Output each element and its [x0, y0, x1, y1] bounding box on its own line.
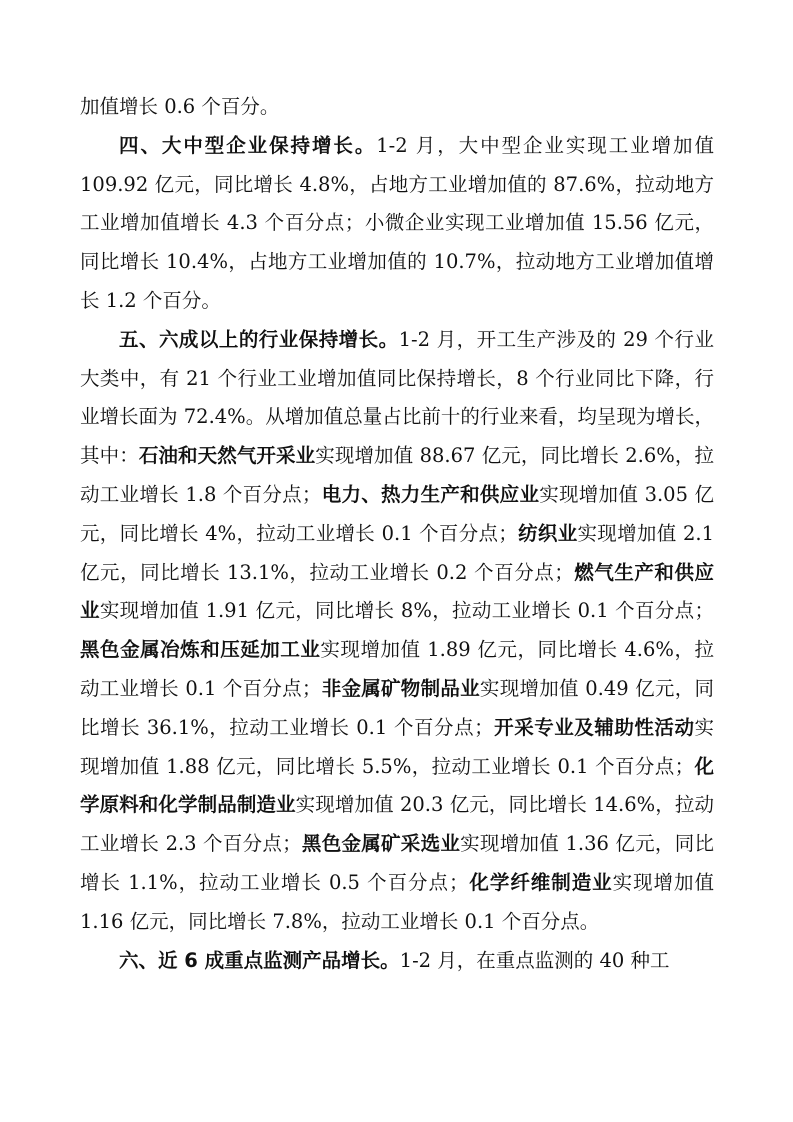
- body-text: 实现增加值 2.1 亿元，同比增长 13.1%，拉动工业增长 0.2 个百分点；: [80, 521, 714, 584]
- paragraph: [80, 942, 714, 981]
- bold-heading-text: 化学纤维制造业: [468, 870, 613, 894]
- body-text: 实现增加值 1.36 亿元，同比增长 1.1%，拉动工业增长 0.5 个百分点；: [80, 832, 714, 894]
- body-text: 加值增长 0.6 个百分。: [80, 95, 280, 118]
- body-text: 实现增加值 1.88 亿元，同比增长 5.5%，拉动工业增长 0.1 个百分点；: [80, 715, 714, 778]
- paragraph: [80, 321, 714, 942]
- bold-heading-text: 六、近 6 成重点监测产品增长。: [119, 948, 400, 972]
- bold-heading-text: 石油和天然气开采业: [138, 444, 316, 468]
- paragraph: [80, 88, 714, 127]
- body-text: 实现增加值 3.05 亿元，同比增长 4%，拉动工业增长 0.1 个百分点；: [80, 482, 714, 545]
- body-text: 实现增加值 20.3 亿元，同比增长 14.6%，拉动工业增长 2.3 个百分点；: [80, 793, 714, 856]
- body-text: 实现增加值 1.16 亿元，同比增长 7.8%，拉动工业增长 0.1 个百分点。: [80, 870, 714, 933]
- body-text: 实现增加值 1.89 亿元，同比增长 4.6%，拉动工业增长 0.1 个百分点；: [80, 638, 714, 700]
- body-text: 实现增加值 88.67 亿元，同比增长 2.6%，拉动工业增长 1.8 个百分点；: [80, 444, 714, 506]
- bold-heading-text: 黑色金属矿采选业: [301, 832, 461, 856]
- bold-heading-text: 五、六成以上的行业保持增长。: [119, 327, 399, 351]
- bold-heading-text: 四、大中型企业保持增长。: [119, 133, 377, 157]
- bold-heading-text: 开采专业及辅助性活动: [493, 715, 695, 739]
- bold-heading-text: 化学原料和化学制品制造业: [80, 754, 714, 817]
- body-text: 1-2 月，在重点监测的 40 种工: [399, 948, 670, 972]
- bold-heading-text: 电力、热力生产和供应业: [321, 482, 540, 506]
- paragraph: [80, 127, 714, 321]
- bold-heading-text: 黑色金属冶炼和压延加工业: [80, 638, 321, 662]
- document-body: [80, 88, 714, 980]
- bold-heading-text: 非金属矿物制品业: [321, 676, 480, 700]
- body-text: 1-2 月，开工生产涉及的 29 个行业大类中，有 21 个行业工业增加值同比保持增长，8 个行业同比下降，行业增长面为 72.4%。从增加值总量占比前十的行业来看，均呈现为增长，其中：: [80, 327, 714, 468]
- bold-heading-text: 纺织业: [517, 521, 578, 545]
- body-text: 实现增加值 0.49 亿元，同比增长 36.1%，拉动工业增长 0.1 个百分点；: [80, 676, 714, 739]
- body-text: 1-2 月，大中型企业实现工业增加值 109.92 亿元，同比增长 4.8%，占地方工业增加值的 87.6%，拉动地方工业增加值增长 4.3 个百分点；小微企业实现工业增加值 15.56 亿元，同比增长 10.4%，占地方工业增加值的 10.7%，拉动地方工业增加值增长 1.2 个百分。: [80, 133, 714, 312]
- bold-heading-text: 燃气生产和供应业: [80, 560, 714, 623]
- body-text: 实现增加值 1.91 亿元，同比增长 8%，拉动工业增长 0.1 个百分点；: [99, 599, 714, 623]
